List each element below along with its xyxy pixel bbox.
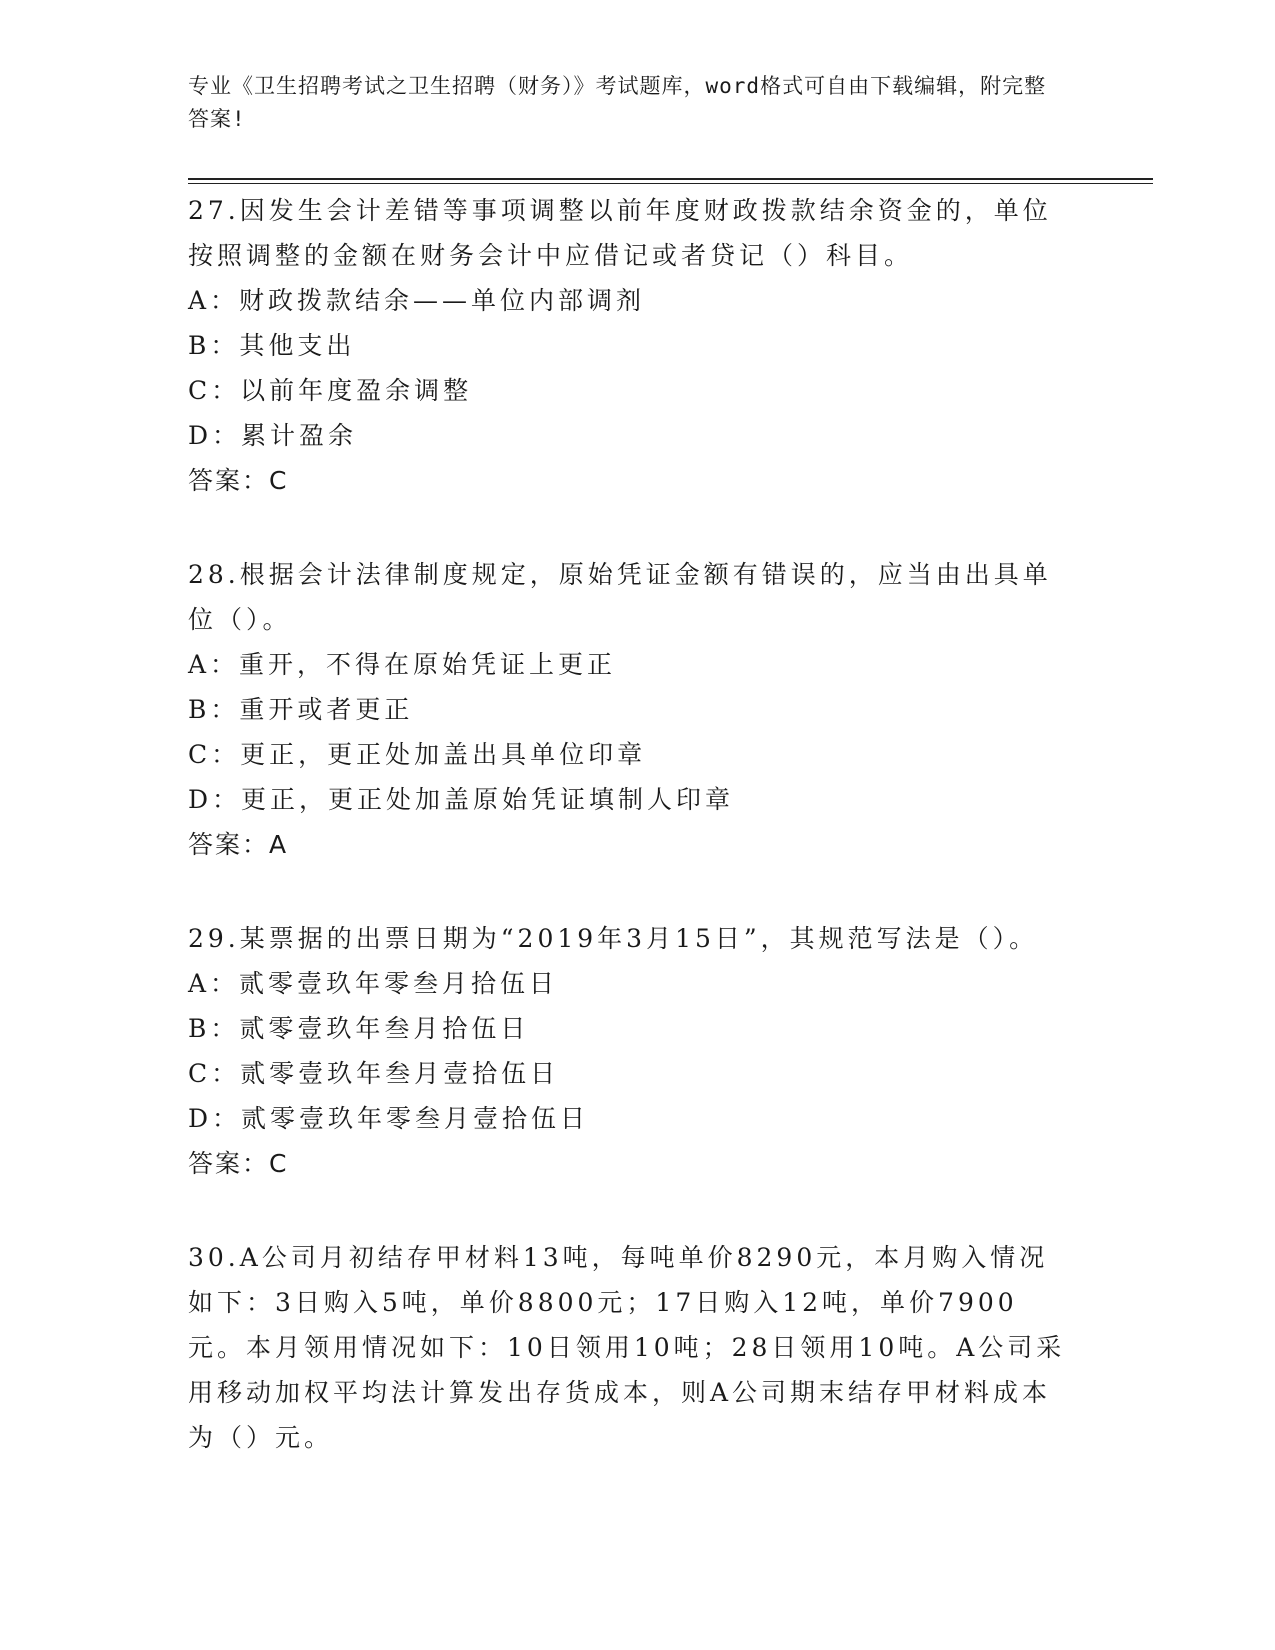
question-text: 28.根据会计法律制度规定，原始凭证金额有错误的，应当由出具单位（）。 bbox=[188, 560, 1052, 634]
option-b: B：重开或者更正 bbox=[188, 695, 414, 724]
option-c: C：更正，更正处加盖出具单位印章 bbox=[188, 740, 647, 769]
option-d: D：累计盈余 bbox=[188, 421, 358, 450]
question-28 bbox=[188, 552, 1068, 867]
question-text: 30.A公司月初结存甲材料13吨，每吨单价8290元，本月购入情况如下：3日购入5吨，单价8800元；17日购入12吨，单价7900元。本月领用情况如下：10日领用10吨；28日领用10吨。A公司采用移动加权平均法计算发出存货成本，则A公司期末结存甲材料成本为（）元。 bbox=[188, 1243, 1066, 1452]
option-d: D：更正，更正处加盖原始凭证填制人印章 bbox=[188, 785, 735, 814]
question-29 bbox=[188, 916, 1068, 1186]
question-text: 29.某票据的出票日期为“2019年3月15日”，其规范写法是（）。 bbox=[188, 924, 1039, 953]
answer-label: 答案：C bbox=[188, 1149, 289, 1178]
header-rule-thick bbox=[188, 178, 1153, 180]
option-a: A：重开，不得在原始凭证上更正 bbox=[188, 650, 617, 679]
answer-label: 答案：C bbox=[188, 466, 289, 495]
option-c: C：贰零壹玖年叁月壹拾伍日 bbox=[188, 1059, 560, 1088]
question-text: 27.因发生会计差错等事项调整以前年度财政拨款结余资金的，单位按照调整的金额在财务会计中应借记或者贷记（）科目。 bbox=[188, 196, 1052, 270]
option-a: A：财政拨款结余——单位内部调剂 bbox=[188, 286, 646, 315]
question-27 bbox=[188, 188, 1068, 503]
option-d: D：贰零壹玖年零叁月壹拾伍日 bbox=[188, 1104, 590, 1133]
question-30 bbox=[188, 1235, 1068, 1460]
option-c: C：以前年度盈余调整 bbox=[188, 376, 473, 405]
document-header: 专业《卫生招聘考试之卫生招聘（财务）》考试题库，word格式可自由下载编辑，附完整答案! bbox=[188, 74, 1047, 131]
header-rule-thin bbox=[188, 183, 1153, 184]
option-b: B：其他支出 bbox=[188, 331, 356, 360]
answer-label: 答案：A bbox=[188, 830, 289, 859]
option-a: A：贰零壹玖年零叁月拾伍日 bbox=[188, 969, 559, 998]
option-b: B：贰零壹玖年叁月拾伍日 bbox=[188, 1014, 530, 1043]
